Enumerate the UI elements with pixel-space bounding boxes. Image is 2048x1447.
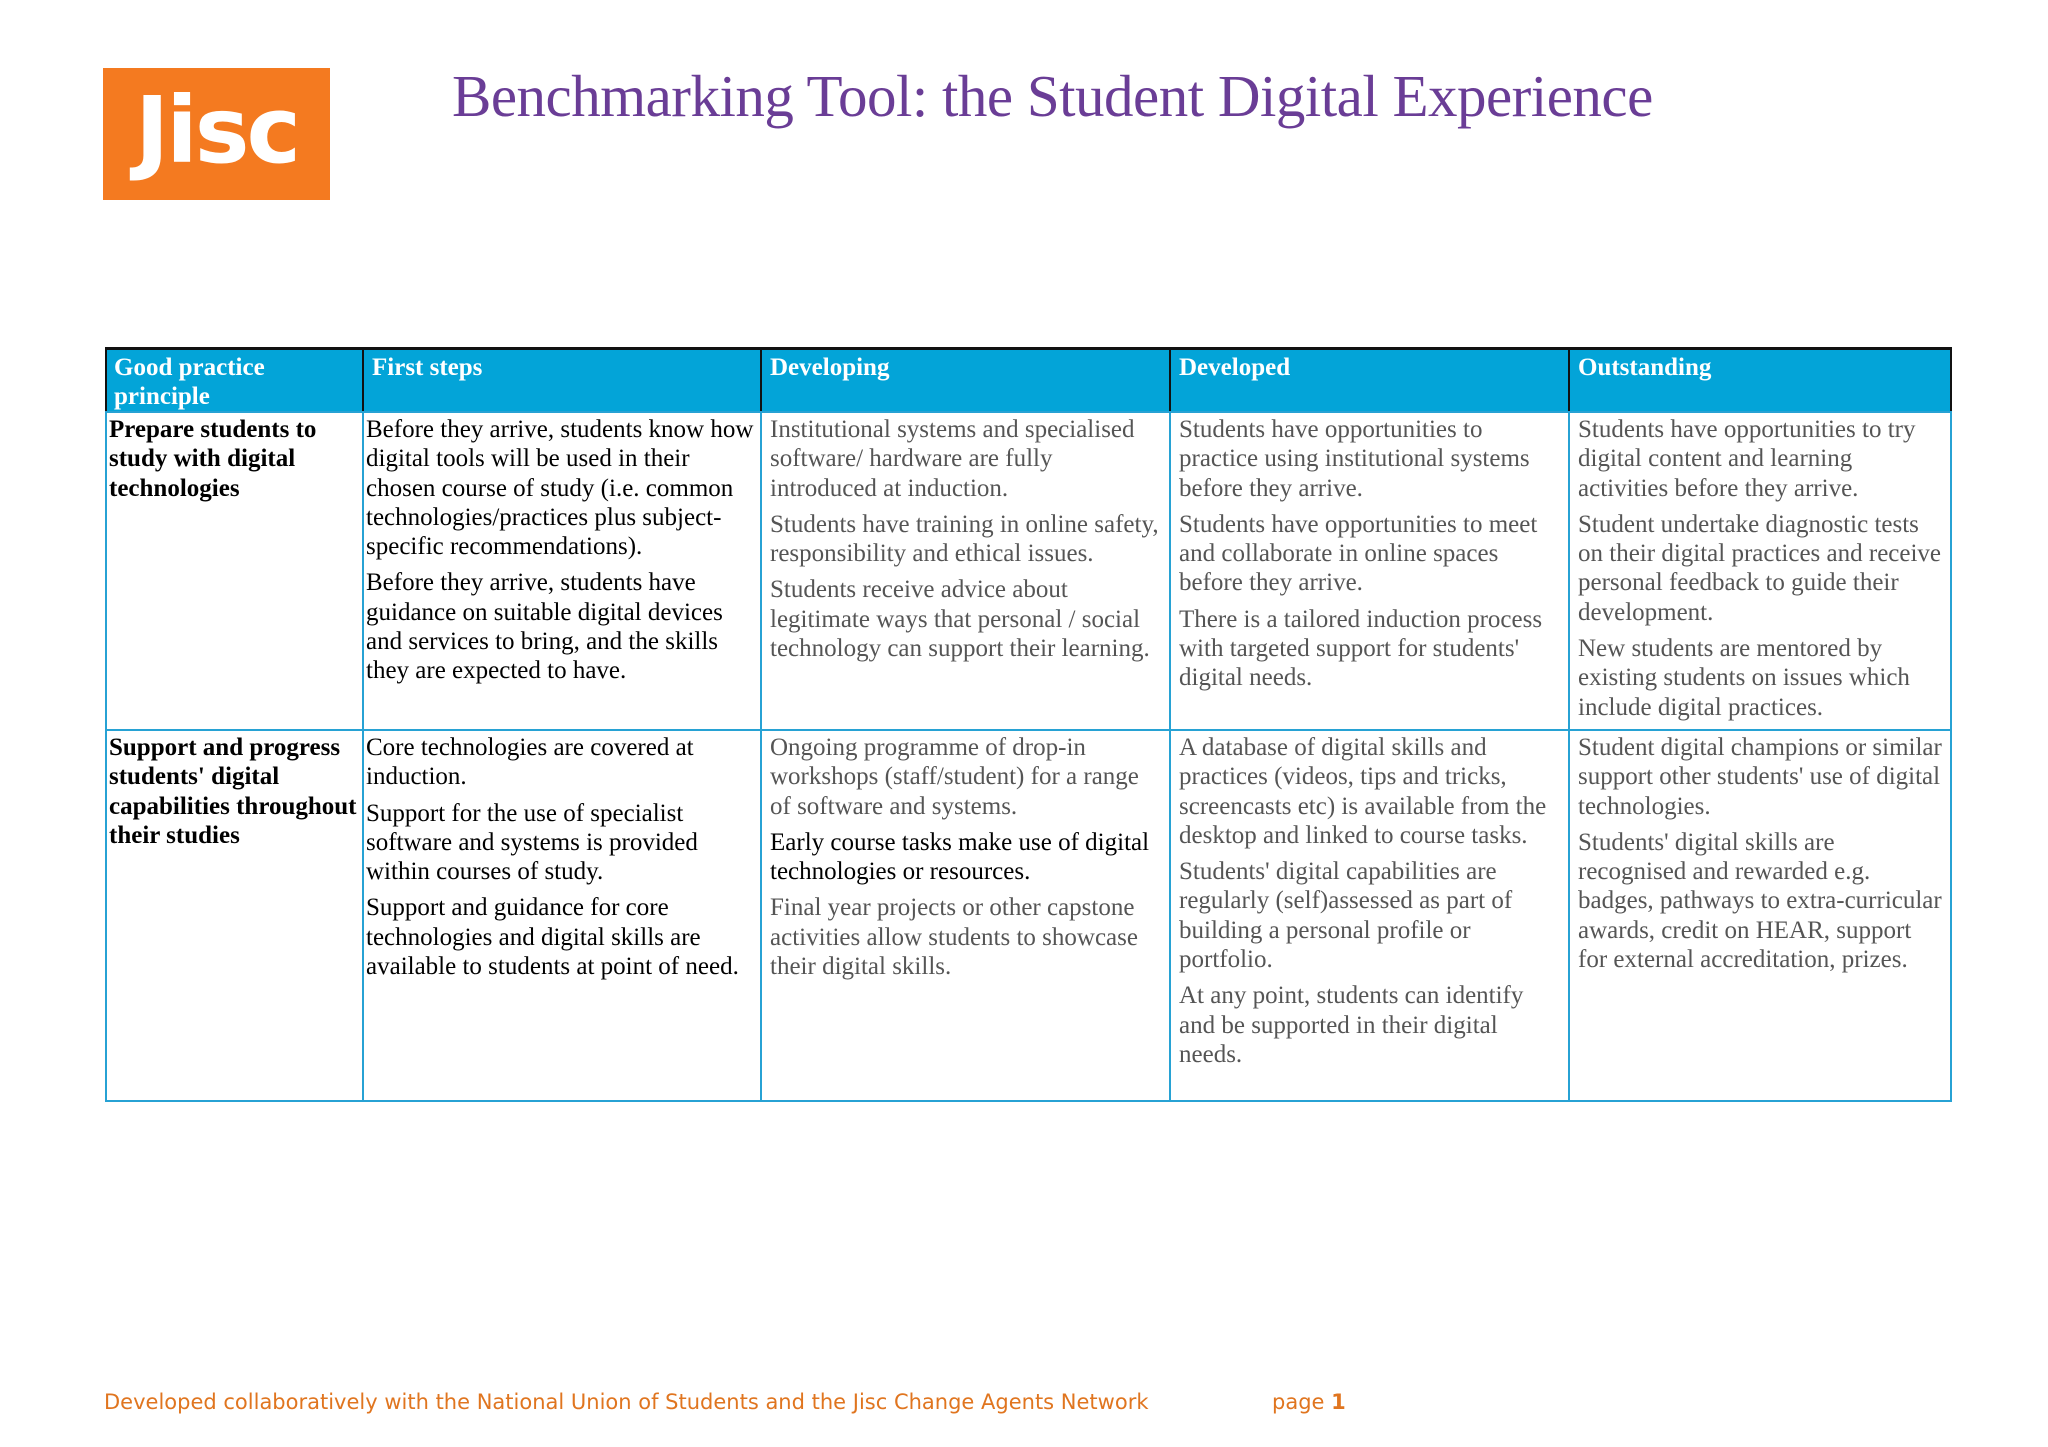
cell-paragraph: Support for the use of specialist software and systems is provided within courses of study. <box>366 799 698 886</box>
page-label-text: page <box>1272 1390 1325 1414</box>
cell-paragraph: Before they arrive, students have guidance on suitable digital devices and services to bring, and the skills they are expected to have. <box>366 569 723 685</box>
cell-paragraph: Students have opportunities to practice using institutional systems before they arrive. <box>1179 416 1530 502</box>
cell-paragraph: Core technologies are covered at induction. <box>366 733 694 791</box>
principle-cell: Support and progress students' digital capabilities throughout their studies <box>106 730 363 1101</box>
cell-paragraph: Student undertake diagnostic tests on their digital practices and receive personal feedback to guide their development. <box>1578 510 1942 626</box>
benchmark-table <box>105 347 1952 1102</box>
page-number: 1 <box>1331 1390 1346 1414</box>
page-number-label <box>1272 1390 1346 1414</box>
cell-paragraph: There is a tailored induction process with targeted support for students' digital needs. <box>1179 605 1543 692</box>
first-steps-cell <box>363 730 761 1101</box>
developed-cell <box>1170 412 1569 730</box>
cell-paragraph: Students have opportunities to meet and collaborate in online spaces before they arrive. <box>1179 510 1538 597</box>
cell-paragraph: A database of digital skills and practices (videos, tips and tricks, screencasts etc) is available from the desktop and linked to course tasks. <box>1179 733 1547 849</box>
cell-paragraph: New students are mentored by existing students on issues which include digital practices. <box>1578 635 1910 721</box>
cell-paragraph: Student digital champions or similar support other students' use of digital technologies. <box>1578 733 1942 820</box>
outstanding-cell <box>1569 412 1951 730</box>
jisc-logo-text: Jisc <box>134 77 299 184</box>
cell-paragraph: At any point, students can identify and be supported in their digital needs. <box>1179 982 1524 1068</box>
page-title: Benchmarking Tool: the Student Digital Experience <box>452 63 1653 129</box>
header-outstanding: Outstanding <box>1569 349 1951 413</box>
header-first-steps: First steps <box>363 349 761 413</box>
cell-paragraph: Support and guidance for core technologies and digital skills are available to students at point of need. <box>366 894 739 981</box>
first-steps-cell <box>363 412 761 730</box>
table-row <box>106 412 1951 730</box>
footer-credit: Developed collaboratively with the National Union of Students and the Jisc Change Agents Network <box>104 1390 1149 1414</box>
developing-cell <box>761 730 1170 1101</box>
cell-paragraph: Students have opportunities to try digital content and learning activities before they arrive. <box>1578 416 1916 502</box>
cell-paragraph: Students have training in online safety, responsibility and ethical issues. <box>770 510 1159 568</box>
cell-paragraph: Students' digital skills are recognised and rewarded e.g. badges, pathways to extra-curricular awards, credit on HEAR, support for external accreditation, prizes. <box>1578 828 1942 974</box>
jisc-logo <box>103 68 330 200</box>
cell-paragraph: Before they arrive, students know how digital tools will be used in their chosen course of study (i.e. common technologies/practices plus subject-specific recommendations). <box>366 416 754 561</box>
cell-paragraph: Students receive advice about legitimate ways that personal / social technology can support their learning. <box>770 576 1150 663</box>
table-header-row <box>106 349 1951 413</box>
cell-paragraph: Ongoing programme of drop-in workshops (staff/student) for a range of software and systems. <box>770 733 1139 820</box>
principle-cell: Prepare students to study with digital technologies <box>106 412 363 730</box>
cell-paragraph: Final year projects or other capstone activities allow students to showcase their digital skills. <box>770 894 1138 981</box>
header-good-practice-principle: Good practice principle <box>106 349 363 413</box>
header-developing: Developing <box>761 349 1170 413</box>
header-developed: Developed <box>1170 349 1569 413</box>
cell-paragraph: Early course tasks make use of digital technologies or resources. <box>770 828 1150 886</box>
cell-paragraph: Institutional systems and specialised software/ hardware are fully introduced at induction. <box>770 416 1135 502</box>
table-row <box>106 730 1951 1101</box>
developed-cell <box>1170 730 1569 1101</box>
cell-paragraph: Students' digital capabilities are regularly (self)assessed as part of building a personal profile or portfolio. <box>1179 858 1513 974</box>
developing-cell <box>761 412 1170 730</box>
outstanding-cell <box>1569 730 1951 1101</box>
